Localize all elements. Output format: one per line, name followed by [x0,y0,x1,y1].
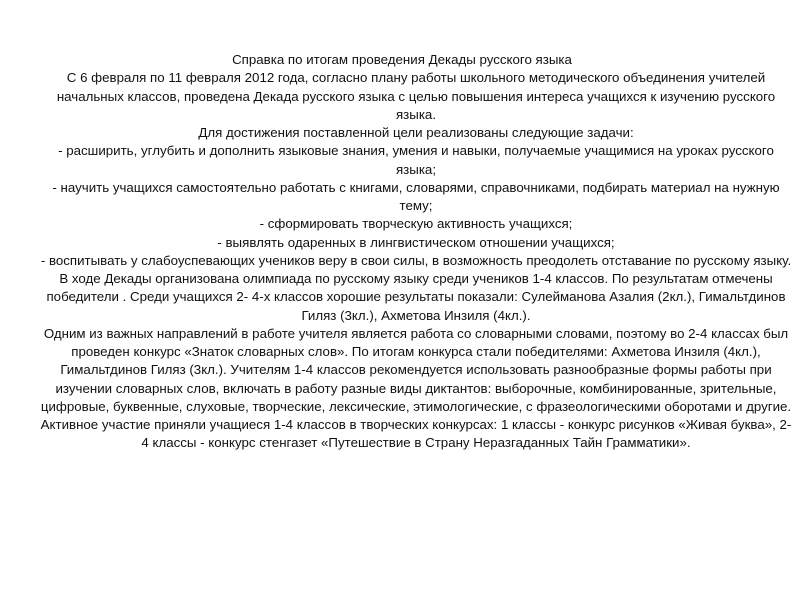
olympiad-paragraph: В ходе Декады организована олимпиада по русскому языку среди учеников 1-4 классов. По результатам отмечены победители . Среди учащихся 2- 4-х классов хорошие результаты показали: Сулейманова Азалия (2кл.), Гимальтдинов Гиляз (3кл.), Ахметова Инзиля (4кл.). [46,271,786,323]
intro-paragraph: С 6 февраля по 11 февраля 2012 года, согласно плану работы школьного методического объединения учителей начальных классов, проведена Декада русского языка с целью повышения интереса учащихся к изучению русского языка. [56,70,776,122]
document-body [38,51,794,453]
task-item: - сформировать творческую активность учащихся; [259,216,573,232]
task-item: - научить учащихся самостоятельно работать с книгами, словарями, справочниками, подбирать материал на нужную тему; [52,179,780,213]
contests-paragraph: Активное участие приняли учащиеся 1-4 классов в творческих конкурсах: 1 классы - конкурс рисунков «Живая буква», 2-4 классы - конкурс стенгазет «Путешествие в Страну Неразгаданных Тайн Грамматики». [40,417,792,451]
document-title: Справка по итогам проведения Декады русского языка [232,52,572,67]
tasks-heading: Для достижения поставленной цели реализованы следующие задачи: [198,125,634,140]
task-item: - расширить, углубить и дополнить языковые знания, умения и навыки, получаемые учащимися на уроках русского языка; [58,143,774,177]
vocabulary-paragraph: Одним из важных направлений в работе учителя является работа со словарными словами, поэтому во 2-4 классах был проведен конкурс «Знаток словарных слов». По итогам конкурса стали победителями: Ахметова Инзиля (4кл.), Гимальтдинов Гиляз (3кл.). Учителям 1-4 классов рекомендуется использовать разнообразные формы работы при изучении словарных слов, включать в работу разные виды диктантов: выборочные, комбинированные, зрительные, цифровые, буквенные, слуховые, творческие, лексические, этимологические, с фразеологическими оборотами и другие. [40,325,792,414]
task-item: - воспитывать у слабоуспевающих учеников веру в свои силы, в возможность преодолеть отставание по русскому языку. [40,252,792,268]
task-item: - выявлять одаренных в лингвистическом отношении учащихся; [217,234,615,250]
